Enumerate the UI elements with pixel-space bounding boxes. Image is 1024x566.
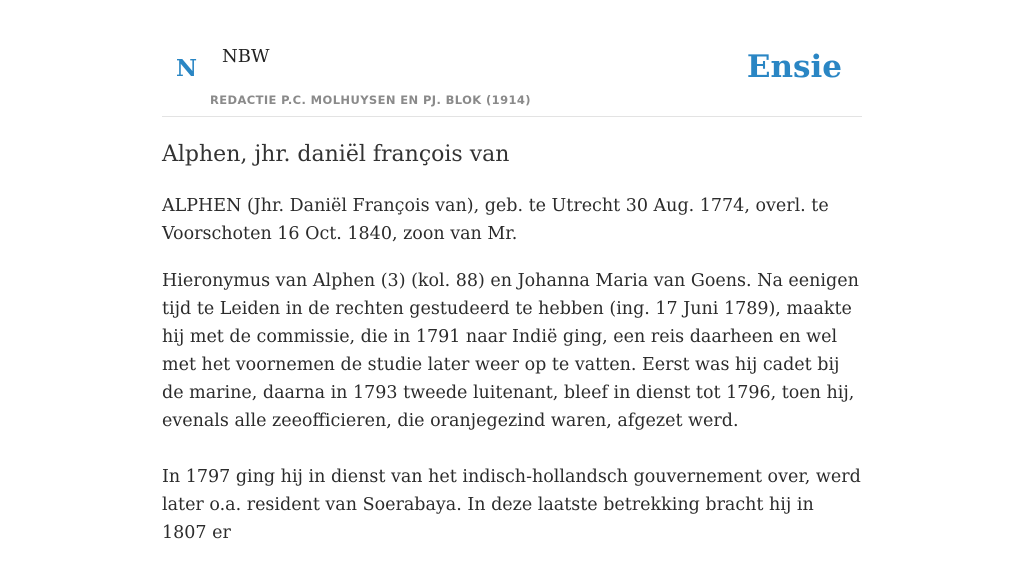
article-paragraph: ALPHEN (Jhr. Daniël François van), geb. te Utrecht 30 Aug. 1774, overl. te Voorschoten 16 Oct. 1840, zoon van Mr. bbox=[162, 196, 829, 244]
article-title: Alphen, jhr. daniël françois van bbox=[162, 142, 510, 167]
article-paragraph: Hieronymus van Alphen (3) (kol. 88) en Johanna Maria van Goens. Na eenigen tijd te Leiden in de rechten gestudeerd te hebben (ing. 17 Juni 1789), maakte hij met de commissie, die in 1791 naar Indië ging, een reis daarheen en wel met het voornemen de studie later weer op te vatten. Eerst was hij cadet bij de marine, daarna in 1793 tweede luitenant, bleef in dienst tot 1796, toen hij, evenals alle zeeofficieren, die oranjegezind waren, afgezet werd. bbox=[162, 271, 859, 431]
source-logo-icon[interactable]: N bbox=[176, 55, 198, 82]
site-header bbox=[162, 40, 862, 117]
source-editors: REDACTIE P.C. MOLHUYSEN EN PJ. BLOK (1914) bbox=[210, 93, 531, 107]
article-paragraph: In 1797 ging hij in dienst van het indisch-hollandsch gouvernement over, werd later o.a. resident van Soerabaya. In deze laatste betrekking bracht hij in 1807 er bbox=[162, 467, 861, 543]
source-name[interactable]: NBW bbox=[222, 46, 270, 67]
brand-logo[interactable]: Ensie bbox=[746, 49, 842, 85]
article bbox=[162, 140, 862, 566]
